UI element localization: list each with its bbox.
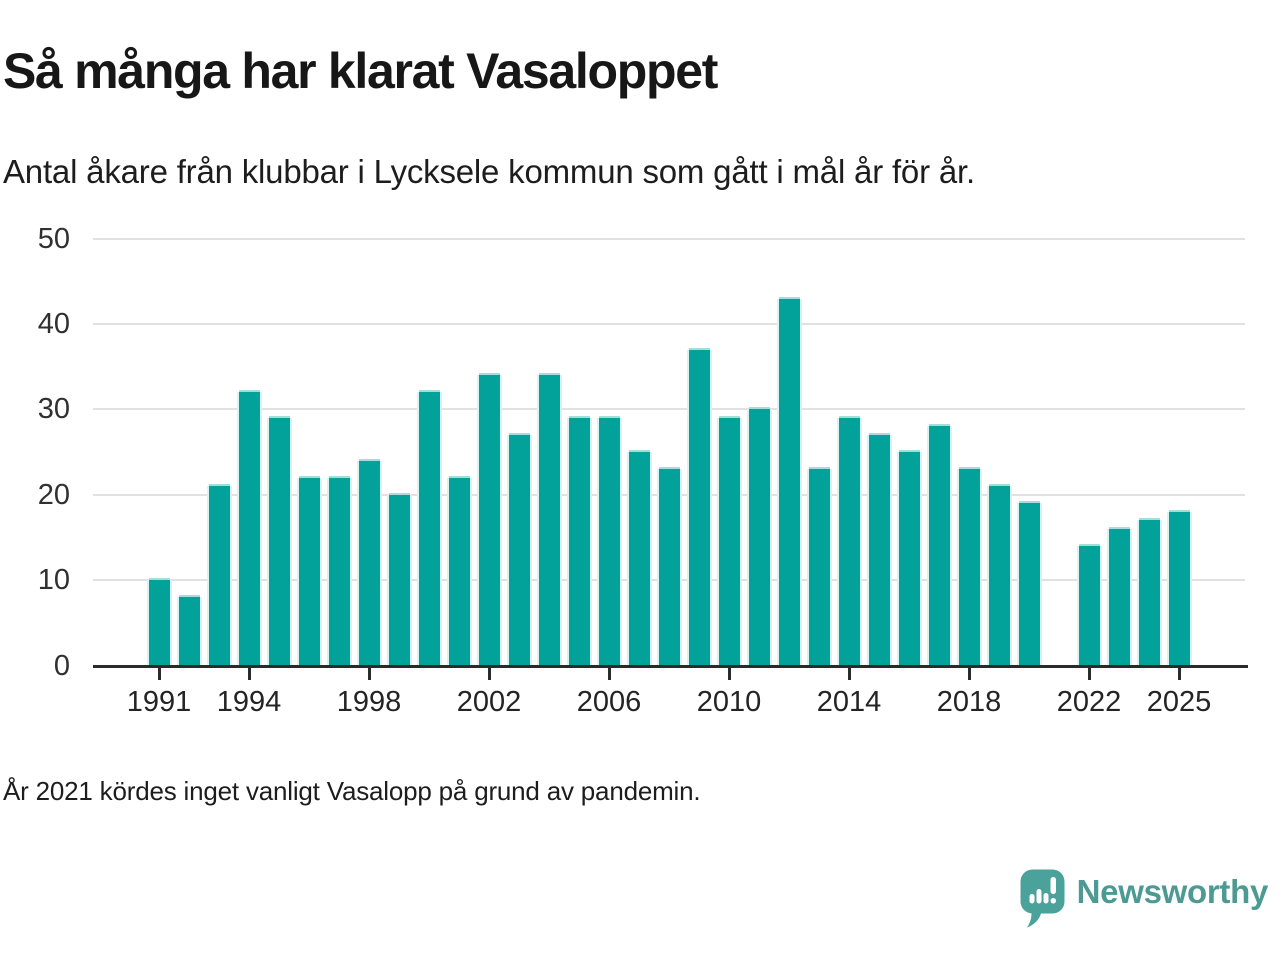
x-axis-label-1998: 1998 (336, 686, 402, 718)
bar-2019 (989, 486, 1010, 665)
x-tick-2014 (848, 668, 851, 680)
bar-1999 (389, 495, 410, 665)
bar-1995 (269, 418, 290, 665)
bar-2022 (1079, 546, 1100, 665)
bar-2018 (959, 469, 980, 665)
x-tick-2025 (1178, 668, 1181, 680)
page-title: Så många har klarat Vasaloppet (3, 43, 718, 99)
x-tick-2010 (728, 668, 731, 680)
x-tick-1991 (158, 668, 161, 680)
x-axis-label-2014: 2014 (816, 686, 882, 718)
x-axis-label-2018: 2018 (936, 686, 1002, 718)
bar-2011 (749, 409, 770, 665)
bar-2001 (449, 478, 470, 665)
y-axis-label-50: 50 (37, 223, 70, 255)
bar-2020 (1019, 503, 1040, 665)
bar-2006 (599, 418, 620, 665)
bar-1998 (359, 461, 380, 665)
bar-2005 (569, 418, 590, 665)
x-axis-label-2022: 2022 (1056, 686, 1122, 718)
bar-1991 (149, 580, 170, 665)
x-tick-2002 (488, 668, 491, 680)
y-axis-label-10: 10 (37, 563, 70, 596)
bar-1996 (299, 478, 320, 665)
bar-2004 (539, 375, 560, 665)
bar-2012 (779, 299, 800, 665)
x-tick-1994 (248, 668, 251, 680)
bar-2000 (419, 392, 440, 665)
x-axis-label-1991: 1991 (126, 686, 192, 718)
bar-2023 (1109, 529, 1130, 665)
bar-1992 (179, 597, 200, 665)
bar-1993 (209, 486, 230, 665)
bar-2013 (809, 469, 830, 665)
bar-2014 (839, 418, 860, 665)
x-axis-label-2010: 2010 (696, 686, 762, 718)
gridline-40 (93, 323, 1245, 325)
x-tick-2022 (1088, 668, 1091, 680)
x-tick-1998 (368, 668, 371, 680)
bar-chart-speech-bubble-icon (1019, 868, 1066, 928)
x-tick-2006 (608, 668, 611, 680)
y-axis-label-0: 0 (53, 650, 70, 682)
bar-1994 (239, 392, 260, 665)
page-subtitle: Antal åkare från klubbar i Lycksele kommun som gått i mål år för år. (3, 153, 975, 190)
bar-2015 (869, 435, 890, 665)
bar-2008 (659, 469, 680, 665)
bar-2025 (1169, 512, 1190, 665)
bar-2002 (479, 375, 500, 665)
brand-logo (1019, 864, 1268, 928)
bar-2003 (509, 435, 530, 665)
x-axis-label-2025: 2025 (1146, 686, 1212, 718)
x-axis-label-2002: 2002 (456, 686, 522, 718)
y-axis-label-30: 30 (37, 393, 70, 426)
bar-2016 (899, 452, 920, 665)
x-axis-label-2006: 2006 (576, 686, 642, 718)
x-axis-label-1994: 1994 (216, 686, 282, 718)
bar-2024 (1139, 520, 1160, 665)
bar-2017 (929, 426, 950, 665)
brand-name: Newsworthy (1076, 873, 1268, 910)
bar-2009 (689, 350, 710, 665)
bar-2010 (719, 418, 740, 665)
x-axis-line (93, 665, 1248, 668)
gridline-50 (93, 238, 1245, 240)
bar-1997 (329, 478, 350, 665)
y-axis-label-20: 20 (37, 478, 70, 511)
chart-footnote: År 2021 kördes inget vanligt Vasalopp på grund av pandemin. (3, 776, 701, 806)
y-axis-label-40: 40 (37, 308, 70, 341)
x-tick-2018 (968, 668, 971, 680)
bar-2007 (629, 452, 650, 665)
gridline-30 (93, 408, 1245, 410)
